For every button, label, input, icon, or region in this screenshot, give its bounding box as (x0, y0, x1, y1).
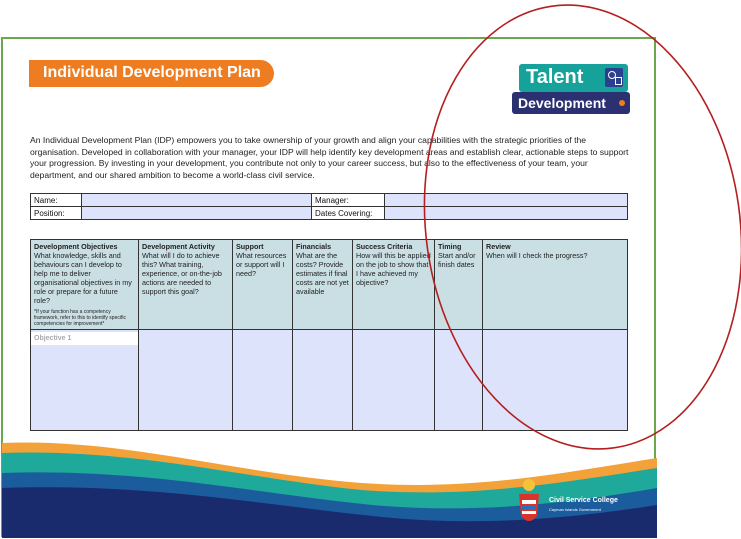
dates-covering-field[interactable] (385, 207, 628, 220)
logo-word-development: Development (518, 95, 606, 111)
objective-1-label: Objective 1 (31, 332, 138, 345)
manager-label: Manager: (312, 194, 385, 207)
talent-logo (519, 64, 628, 92)
government-label: Cayman Islands Government (549, 507, 601, 512)
objective-1-cell[interactable] (31, 330, 139, 431)
timing-cell[interactable] (435, 330, 483, 431)
development-logo (512, 92, 630, 114)
col-support: Support What resources or support will I need? (233, 240, 293, 330)
success-criteria-cell[interactable] (353, 330, 435, 431)
dates-covering-label: Dates Covering: (312, 207, 385, 220)
manager-field[interactable] (385, 194, 628, 207)
development-plan-table (30, 239, 628, 431)
info-row (31, 194, 628, 207)
talent-badge-icon (605, 68, 623, 87)
title-banner (29, 60, 274, 87)
info-row (31, 207, 628, 220)
col-development-activity: Development Activity What will I do to achieve this? What training, experience, or on-the-job actions are needed to support this goal? (139, 240, 233, 330)
intro-paragraph: An Individual Development Plan (IDP) empowers you to take ownership of your growth and align your capabilities with the strategic priorities of the organisation. Developed in collaboration with your manager, your IDP will help identify key development areas and establish clear, actionable steps to support your progression. By investing in your development, you contribute not only to your career success, but also to the effectiveness of your team, your department, and our shared ambition to become a world-class civil service. (30, 135, 629, 180)
plan-header-row (31, 240, 628, 330)
competency-note: *If your function has a competency framework, refer to this to identify specific competencies for improvement* (34, 309, 126, 327)
logo-dot-icon (619, 100, 625, 106)
col-success-criteria: Success Criteria How will this be applied on the job to show that I have achieved my objective? (353, 240, 435, 330)
civil-service-college-label: Civil Service College (549, 497, 618, 504)
page-title: Individual Development Plan (43, 64, 261, 81)
support-cell[interactable] (233, 330, 293, 431)
cayman-crest-icon (515, 476, 543, 528)
table-row (31, 330, 628, 431)
name-field[interactable] (82, 194, 312, 207)
activity-cell[interactable] (139, 330, 233, 431)
col-financials: Financials What are the costs? Provide estimates if final costs are not yet available (293, 240, 353, 330)
position-label: Position: (31, 207, 82, 220)
position-field[interactable] (82, 207, 312, 220)
review-cell[interactable] (483, 330, 628, 431)
financials-cell[interactable] (293, 330, 353, 431)
col-review: Review When will I check the progress? (483, 240, 628, 330)
info-table (30, 193, 628, 220)
col-timing: Timing Start and/or finish dates (435, 240, 483, 330)
footer-waves (2, 433, 657, 538)
col-development-objectives: Development Objectives What knowledge, skills and behaviours can I develop to help me to deliver organisational objectives in my role or prepare for a future role? *If your function has a competency framework, refer to this to identify specific competencies for improvement* (31, 240, 139, 330)
logo-word-talent: Talent (526, 66, 584, 88)
name-label: Name: (31, 194, 82, 207)
